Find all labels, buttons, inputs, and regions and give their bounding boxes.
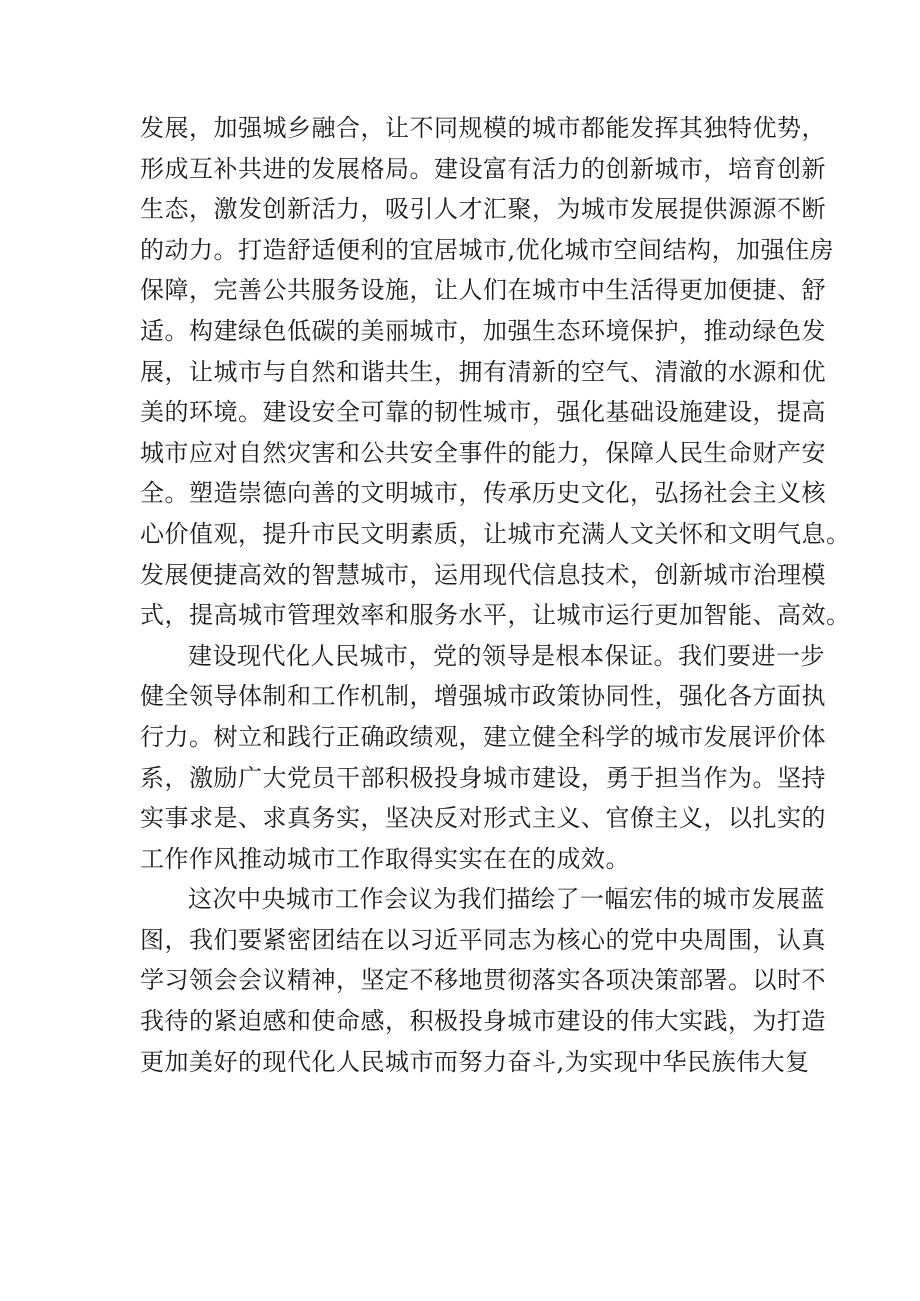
text-line: 更加美好的现代化人民城市而努力奋斗,为实现中华民族伟大复 [140,1047,810,1076]
text-line: 学习领会会议精神，坚定不移地贯彻落实各项决策部署。以时不 [140,966,826,995]
text-line: 系，激励广大党员干部积极投身城市建设，勇于担当作为。坚持 [140,763,826,792]
paragraph-2 [140,636,826,880]
paragraph-3 [140,879,826,1082]
text-line: 这次中央城市工作会议为我们描绘了一幅宏伟的城市发展蓝 [188,885,825,914]
text-line: 展，让城市与自然和谐共生，拥有清新的空气、清澈的水源和优 [140,357,826,386]
text-line: 建设现代化人民城市，党的领导是根本保证。我们要进一步 [188,641,825,670]
text-line: 实事求是、求真务实，坚决反对形式主义、官僚主义，以扎实的 [140,804,826,833]
text-line: 图，我们要紧密团结在以习近平同志为核心的党中央周围，认真 [140,925,826,954]
text-line: 生态，激发创新活力，吸引人才汇聚，为城市发展提供源源不断 [140,195,826,224]
text-line: 行力。树立和践行正确政绩观，建立健全科学的城市发展评价体 [140,722,826,751]
text-line: 工作作风推动城市工作取得实实在在的成效。 [140,844,630,873]
text-line: 的动力。打造舒适便利的宜居城市,优化城市空间结构，加强住房 [140,235,835,264]
text-line: 城市应对自然灾害和公共安全事件的能力，保障人民生命财产安 [140,438,826,467]
text-line: 心价值观，提升市民文明素质，让城市充满人文关怀和文明气息。 [140,519,851,548]
text-line: 全。塑造崇德向善的文明城市，传承历史文化，弘扬社会主义核 [140,479,826,508]
text-line: 发展，加强城乡融合，让不同规模的城市都能发挥其独特优势， [140,114,826,142]
paragraph-1 [140,108,851,636]
text-line: 我待的紧迫感和使命感，积极投身城市建设的伟大实践，为打造 [140,1007,826,1036]
document-body [140,108,851,1082]
text-line: 健全领导体制和工作机制，增强城市政策协同性，强化各方面执 [140,682,826,711]
text-line: 形成互补共进的发展格局。建设富有活力的创新城市，培育创新 [140,154,826,183]
text-line: 发展便捷高效的智慧城市，运用现代信息技术，创新城市治理模 [140,560,826,589]
text-line: 式，提高城市管理效率和服务水平，让城市运行更加智能、高效。 [140,601,851,630]
text-line: 保障，完善公共服务设施，让人们在城市中生活得更加便捷、舒 [140,276,826,305]
text-line: 美的环境。建设安全可靠的韧性城市，强化基础设施建设，提高 [140,398,826,427]
text-line: 适。构建绿色低碳的美丽城市，加强生态环境保护，推动绿色发 [140,316,826,345]
